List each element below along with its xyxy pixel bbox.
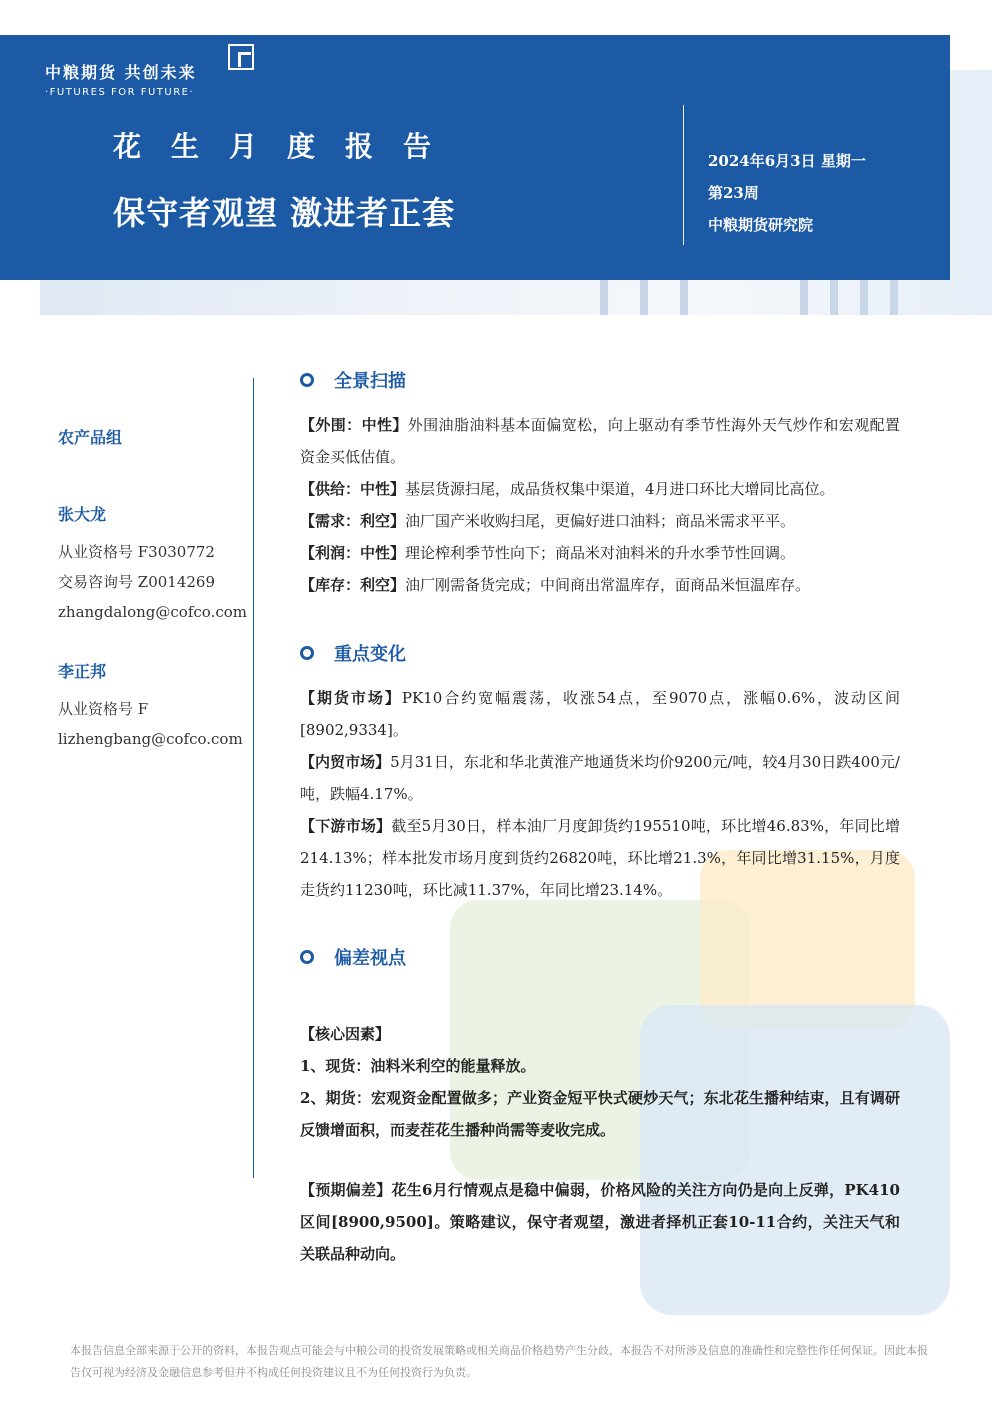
logo-chinese: 中粮期货 共创未来 [45, 63, 197, 82]
item-tag: 【库存：利空】 [300, 576, 406, 594]
item-text: 油厂国产米收购扫尾，更偏好进口油料；商品米需求平平。 [405, 512, 796, 530]
bullet-circle-icon [300, 950, 314, 964]
report-title: 保守者观望 激进者正套 [113, 194, 456, 232]
qualification-number: 从业资格号 F3030772 [58, 543, 215, 561]
section-changes [300, 640, 900, 906]
company-logo [45, 60, 197, 98]
overview-item [300, 537, 900, 569]
item-tag: 【利润：中性】 [300, 544, 406, 562]
change-item [300, 810, 900, 906]
consulting-number: 交易咨询号 Z0014269 [58, 573, 215, 591]
report-institute: 中粮期货研究院 [708, 216, 814, 234]
item-text: 外围油脂油料基本面偏宽松，向上驱动有季节性海外天气炒作和宏观配置资金买低估值。 [300, 416, 900, 466]
item-text: 花生6月行情观点是稳中偏弱，价格风险的关注方向仍是向上反弹，PK410区间[8900,9500]。策略建议，保守者观望，激进者择机正套10-11合约，关注天气和关联品种动向。 [300, 1181, 900, 1263]
overview-item [300, 569, 900, 601]
team-name: 农产品组 [58, 428, 123, 447]
item-text: 5月31日，东北和华北黄淮产地通货米均价9200元/吨，较4月30日跌400元/吨，跌幅4.17%。 [300, 753, 900, 803]
report-week: 第23周 [708, 184, 759, 202]
disclaimer: 本报告信息全部来源于公开的资料，本报告观点可能会与中粮公司的投资发展策略或相关商品价格趋势产生分歧，本报告不对所涉及信息的准确性和完整性作任何保证。因此本报告仅可视为经济及金融信息参考但并不构成任何投资建议且不为任何投资行为负责。 [70, 1344, 928, 1379]
item-tag: 【供给：中性】 [300, 480, 406, 498]
qualification-number: 从业资格号 F [58, 700, 149, 718]
logo-mark-icon [228, 44, 254, 70]
author-sidebar [58, 425, 248, 786]
item-tag: 【外围：中性】 [300, 416, 408, 434]
item-text: 基层货源扫尾，成品货权集中渠道，4月进口环比大增同比高位。 [405, 480, 835, 498]
bullet-circle-icon [300, 646, 314, 660]
item-text: 油厂刚需备货完成；中间商出常温库存，面商品米恒温库存。 [405, 576, 811, 594]
item-text: PK10合约宽幅震荡，收涨54点，至9070点，涨幅0.6%，波动区间[8902,9334]。 [300, 689, 900, 739]
report-date: 2024年6月3日 星期一 [708, 152, 866, 170]
section-deviation [300, 944, 900, 1270]
item-text: 理论榨利季节性向下；商品米对油料米的升水季节性回调。 [405, 544, 796, 562]
change-item [300, 682, 900, 746]
analyst-name: 李正邦 [58, 662, 107, 681]
section-title: 重点变化 [334, 644, 406, 665]
analyst-email[interactable]: zhangdalong@cofco.com [58, 603, 247, 621]
analyst-name: 张大龙 [58, 505, 107, 524]
bullet-circle-icon [300, 373, 314, 387]
analyst-email[interactable]: lizhengbang@cofco.com [58, 730, 243, 748]
item-tag: 【内贸市场】 [300, 753, 391, 771]
overview-item [300, 409, 900, 473]
item-tag: 【下游市场】 [300, 817, 392, 835]
section-title: 全景扫描 [334, 371, 406, 392]
core-factors-label: 【核心因素】 [300, 1025, 391, 1043]
core-factor-item: 1、现货：油料米利空的能量释放。 [300, 1057, 536, 1075]
header-divider [683, 105, 684, 245]
sidebar-divider [253, 378, 254, 1178]
item-tag: 【期货市场】 [300, 689, 402, 707]
section-overview [300, 367, 900, 601]
report-type: 花生月度报告 [113, 130, 462, 163]
logo-english: ·FUTURES FOR FUTURE· [45, 87, 195, 98]
item-tag: 【需求：利空】 [300, 512, 406, 530]
change-item [300, 746, 900, 810]
section-title: 偏差视点 [334, 948, 406, 969]
expectation-item [300, 1174, 900, 1270]
overview-item [300, 505, 900, 537]
report-meta [708, 145, 866, 241]
item-tag: 【预期偏差】 [300, 1181, 392, 1199]
analyst-card [58, 659, 248, 754]
analyst-card [58, 502, 248, 627]
overview-item [300, 473, 900, 505]
core-factor-item: 2、期货：宏观资金配置做多；产业资金短平快式硬炒天气；东北花生播种结束，且有调研反馈增面积，而麦茬花生播种尚需等麦收完成。 [300, 1089, 900, 1139]
item-text: 截至5月30日，样本油厂月度卸货约195510吨，环比增46.83%，年同比增214.13%；样本批发市场月度到货约26820吨，环比增21.3%，年同比增31.15%，月度走货约11230吨，环比减11.37%，年同比增23.14%。 [300, 817, 900, 899]
